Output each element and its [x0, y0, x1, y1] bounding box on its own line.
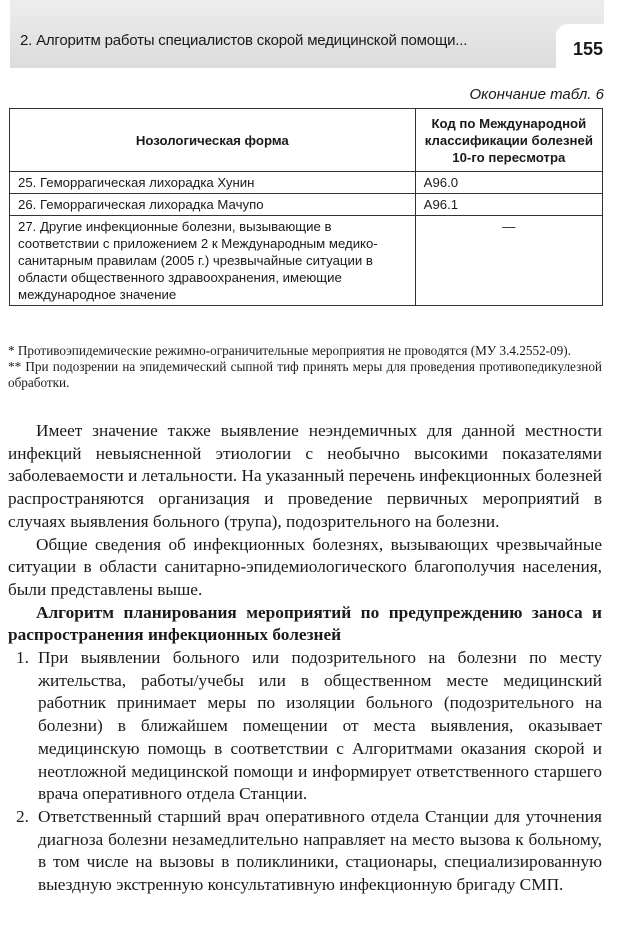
table-header-row	[10, 109, 603, 172]
list-item-text: Ответственный старший врач оперативного отдела Станции для уточнения диагноза болезни незамедлительно направляет на место вызова к больному, в том числе на вызовы в поликлиники, стационары, специализированную выездную экстренную консультативную инфекционную бригаду СМП.	[38, 806, 602, 895]
table-cell-form: 26. Геморрагическая лихорадка Мачупо	[10, 194, 416, 216]
nosology-table	[9, 108, 603, 306]
table-continuation-label: Окончание табл. 6	[469, 86, 604, 103]
body-text	[8, 420, 602, 897]
footnote-2: ** При подозрении на эпидемический сыпной тиф принять меры для проведения противопедикулезной обработки.	[8, 359, 602, 390]
list-item	[8, 806, 602, 897]
page-number: 155	[556, 24, 620, 74]
list-item-text: При выявлении больного или подозрительного на болезни по месту жительства, работы/учебы или в общественном месте медицинский работник принимает меры по изоляции больного (подозрительного на болезни) в ближайшем помещении от места выявления, оказывает медицинскую помощь в соответствии с Алгоритмами оказания скорой и неотложной медицинской помощи и информирует ответственного старшего врача оперативного отдела Станции.	[38, 648, 602, 804]
list-item-number: 1.	[16, 648, 29, 668]
paragraph-2: Общие сведения об инфекционных болезнях, вызывающих чрезвычайные ситуации в области санитарно-эпидемиологического благополучия населения, были представлены выше.	[8, 534, 602, 599]
table-cell-form: 27. Другие инфекционные болезни, вызывающие в соответствии с приложением 2 к Международным медико-санитарным правилам (2005 г.) чрезвычайные ситуации в области общественного здравоохранения, имеющие международное значение	[10, 216, 416, 306]
column-header-form: Нозологическая форма	[10, 109, 416, 172]
table-row	[10, 194, 603, 216]
column-header-code: Код по Международной классификации болезней 10-го пересмотра	[415, 109, 602, 172]
table-cell-code: А96.0	[415, 172, 602, 194]
list-item	[8, 647, 602, 806]
section-heading: Алгоритм планирования мероприятий по предупреждению заноса и распространения инфекционных болезней	[8, 602, 602, 645]
table-row	[10, 216, 603, 306]
table-cell-code: А96.1	[415, 194, 602, 216]
table-footnotes	[8, 343, 602, 391]
algorithm-list	[8, 647, 602, 897]
table-row	[10, 172, 603, 194]
footnote-1: * Противоэпидемические режимно-ограничительные мероприятия не проводятся (МУ 3.4.2552-09).	[8, 343, 571, 358]
list-item-number: 2.	[16, 806, 29, 826]
table-cell-code: —	[415, 216, 602, 306]
paragraph-1: Имеет значение также выявление неэндемичных для данной местности инфекций невыясненной этиологии с необычно высокими показателями заболеваемости и летальности. На указанный перечень инфекционных болезней распространяются организация и проведение первичных мероприятий в случаях выявления больного (трупа), подозрительного на болезни.	[8, 421, 602, 531]
header-title: 2. Алгоритм работы специалистов скорой медицинской помощи...	[20, 32, 468, 49]
table-cell-form: 25. Геморрагическая лихорадка Хунин	[10, 172, 416, 194]
running-header	[10, 0, 604, 68]
